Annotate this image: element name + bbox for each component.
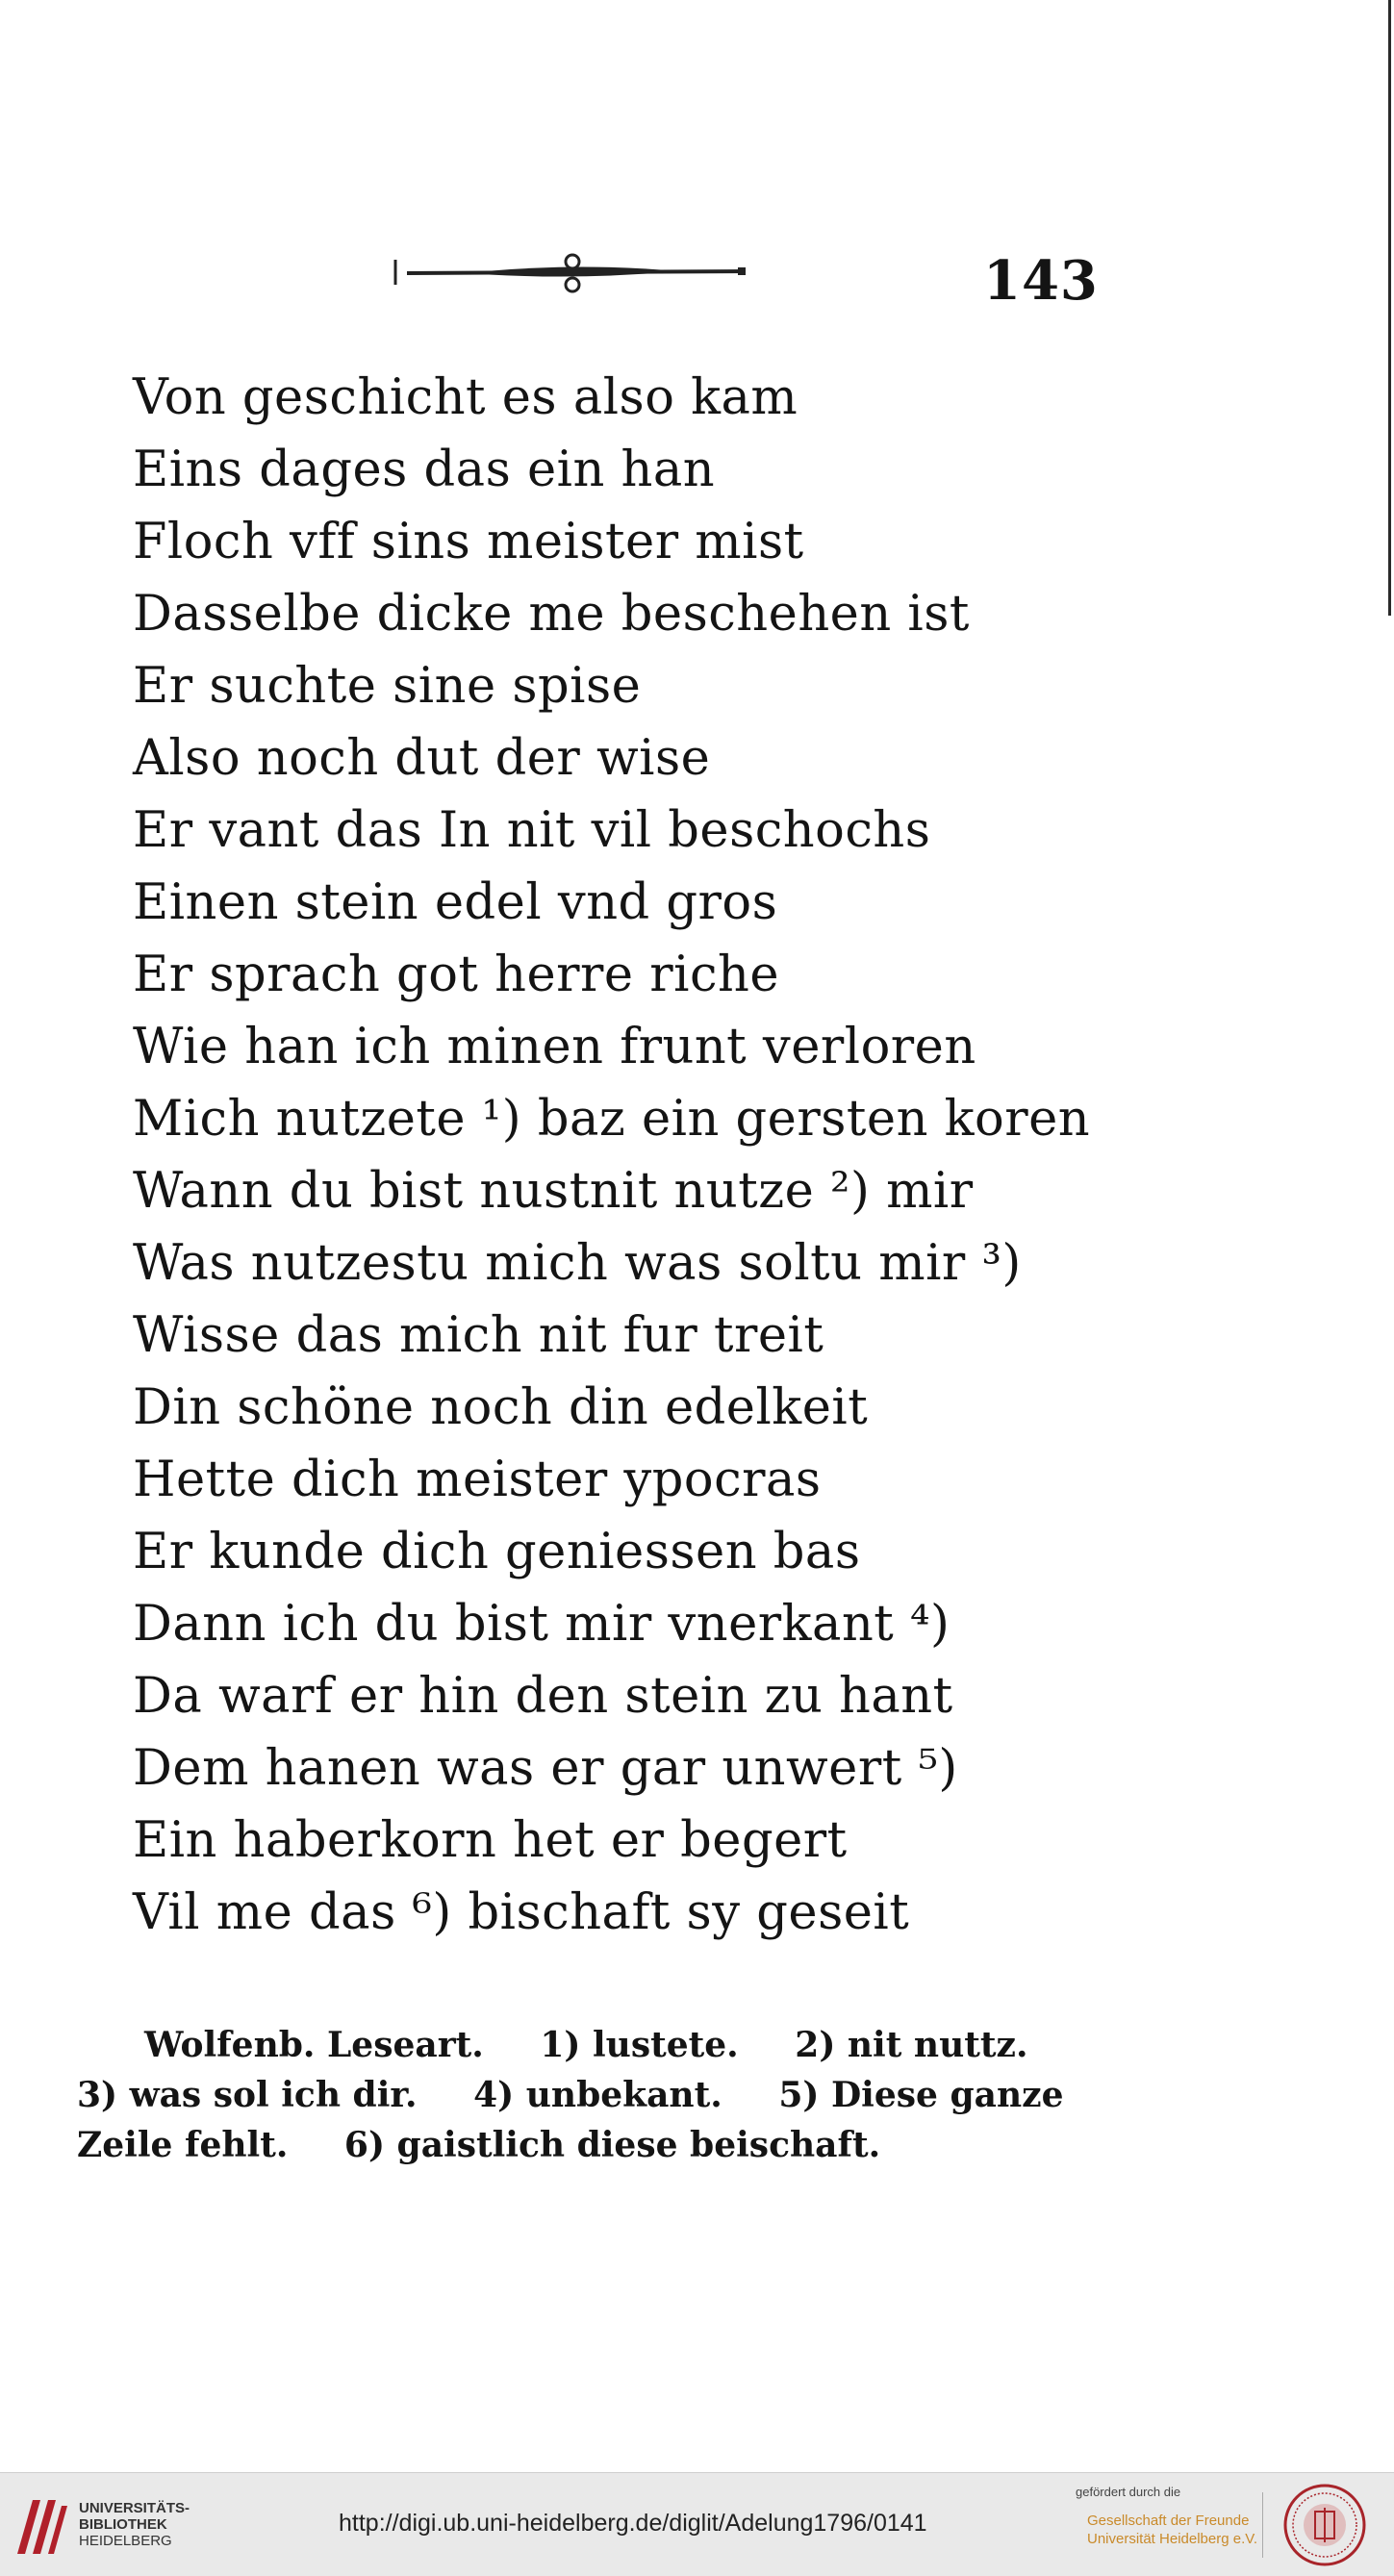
footnote-5-cont: Zeile fehlt.: [77, 2125, 289, 2165]
footnote-label: Wolfenb. Leseart.: [144, 2025, 484, 2065]
viewer-footer: [0, 2472, 1394, 2576]
ornament-rule: [390, 242, 750, 300]
poem-line: Wann du bist nustnit nutze ²) mir: [133, 1163, 974, 1220]
permalink-url[interactable]: http://digi.ub.uni-heidelberg.de/diglit/Adelung1796/0141: [339, 2510, 927, 2537]
footnotes: [77, 2020, 1097, 2170]
footnote-line: [77, 2020, 1097, 2070]
poem-line: Mich nutzete ¹) baz ein gersten koren: [133, 1091, 1091, 1148]
footnote-2: 2) nit nuttz.: [795, 2025, 1028, 2065]
poem-line: Hette dich meister ypocras: [133, 1452, 822, 1508]
poem-line: Was nutzestu mich was soltu mir ³): [133, 1235, 1022, 1292]
poem-line: Vil me das ⁶) bischaft sy geseit: [133, 1884, 910, 1941]
poem-line: Wie han ich minen frunt verloren: [133, 1019, 976, 1075]
poem-line: Din schöne noch din edelkeit: [133, 1379, 869, 1436]
poem-line: Er suchte sine spise: [133, 658, 642, 715]
poem-line: Da warf er hin den stein zu hant: [133, 1668, 953, 1725]
footnote-line: [77, 2120, 1097, 2170]
footnote-4: 4) unbekant.: [473, 2075, 722, 2115]
poem-line: Ein haberkorn het er begert: [133, 1812, 848, 1869]
page-number: 143: [983, 249, 1099, 313]
poem-line: Dem hanen was er gar unwert ⁵): [133, 1740, 958, 1797]
poem-line: Wisse das mich nit fur treit: [133, 1307, 824, 1364]
footer-divider: [1262, 2492, 1263, 2558]
footnote-1: 1) lustete.: [540, 2025, 739, 2065]
poem-line: Dasselbe dicke me beschehen ist: [133, 586, 970, 643]
library-logo-icon[interactable]: [13, 2492, 69, 2558]
poem-line: Floch vff sins meister mist: [133, 514, 804, 570]
footnote-3: 3) was sol ich dir.: [77, 2075, 418, 2115]
page-edge: [1388, 0, 1391, 616]
poem-line: Von geschicht es also kam: [133, 369, 798, 426]
poem-line: Er sprach got herre riche: [133, 947, 780, 1003]
footnote-6: 6) gaistlich diese beischaft.: [343, 2125, 881, 2165]
poem-line: Er vant das In nit vil beschochs: [133, 802, 931, 859]
university-seal-icon: [1282, 2483, 1367, 2567]
poem-line: Dann ich du bist mir vnerkant ⁴): [133, 1596, 950, 1653]
library-name: UNIVERSITÄTS- BIBLIOTHEK HEIDELBERG: [79, 2500, 190, 2549]
poem-line: Eins dages das ein han: [133, 442, 716, 498]
poem: [133, 362, 1090, 1949]
footnote-line: [77, 2070, 1097, 2120]
poem-line: Einen stein edel vnd gros: [133, 874, 778, 931]
poem-line: Also noch dut der wise: [133, 730, 711, 787]
poem-line: Er kunde dich geniessen bas: [133, 1524, 861, 1580]
sponsor-name[interactable]: Gesellschaft der Freunde Universität Heidelberg e.V.: [1087, 2513, 1258, 2547]
footnote-5: 5) Diese ganze: [778, 2075, 1064, 2115]
sponsor-label: gefördert durch die: [1076, 2485, 1181, 2499]
